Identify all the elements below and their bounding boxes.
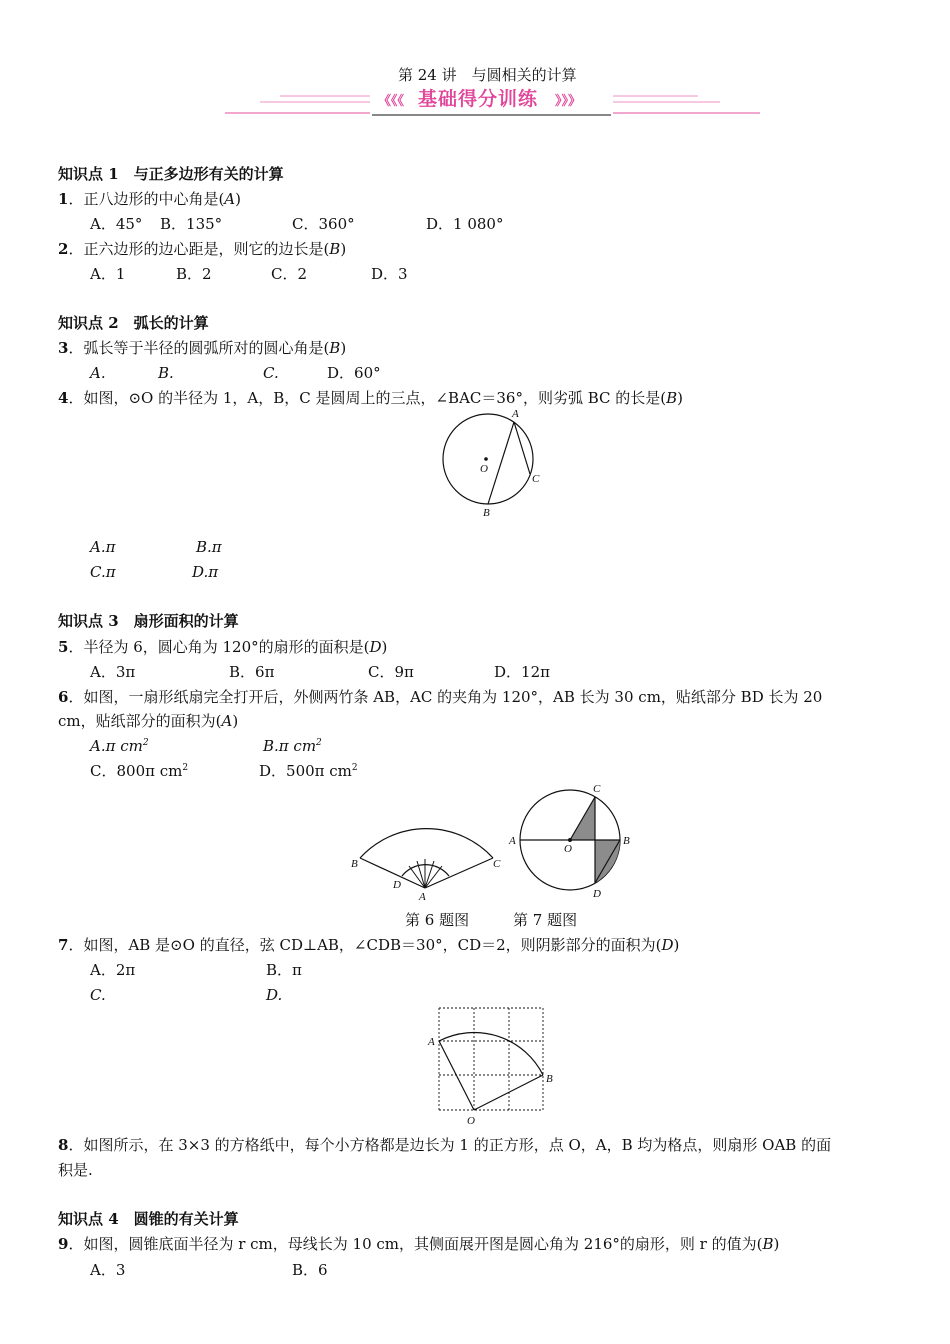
section-heading: 知识点 1 与正多边形有关的计算 — [58, 165, 284, 183]
q9-option-b: B．6 — [292, 1261, 328, 1279]
q2-option-a: A．1 — [90, 265, 126, 283]
lecture-title: 第 24 讲 与圆相关的计算 — [398, 66, 577, 84]
q7-label-c: C — [593, 783, 601, 795]
q7-label-d: D — [593, 888, 601, 900]
q8-grid-figure — [425, 1000, 560, 1130]
q6-option-d: D．500π $cm^2$ — [259, 762, 358, 780]
q7-circle-figure — [505, 780, 635, 905]
q6-option-b: B.π $cm^2$ — [263, 737, 322, 755]
question-6-cont: cm，贴纸部分的面积为(A) — [58, 712, 239, 730]
section-heading: 知识点 2 弧长的计算 — [58, 314, 209, 332]
section-heading: 知识点 3 扇形面积的计算 — [58, 612, 239, 630]
q6-option-a: A.π $cm^2$ — [90, 737, 149, 755]
q7-option-d: D. — [266, 986, 283, 1004]
question-8: 8．如图所示，在 3×3 的方格纸中，每个小方格都是边长为 1 的正方形，点 O，A，B 均为格点，则扇形 OAB 的面 — [58, 1136, 832, 1154]
q5-option-a: A．3π — [90, 663, 136, 681]
q7-option-a: A．2π — [90, 961, 136, 979]
q4-label-o: O — [480, 463, 488, 475]
q6-fan-figure — [345, 800, 510, 905]
q8-label-o: O — [467, 1115, 475, 1127]
q1-option-b: B．135° — [160, 215, 223, 233]
question-6: 6．如图，一扇形纸扇完全打开后，外侧两竹条 AB，AC 的夹角为 120°，AB 长为 30 cm，贴纸部分 BD 长为 20 — [58, 688, 823, 706]
banner-chevrons-left: 《《《 — [378, 94, 405, 109]
fig7-caption: 第 7 题图 — [513, 911, 578, 929]
question-2: 2．正六边形的边心距是，则它的边长是(B) — [58, 240, 347, 258]
q2-option-c: C．2 — [271, 265, 308, 283]
q1-option-d: D．1 080° — [426, 215, 504, 233]
q3-option-c: C. — [263, 364, 279, 382]
question-5: 5．半径为 6，圆心角为 120°的扇形的面积是(D) — [58, 638, 388, 656]
q4-option-d: D.π — [192, 563, 219, 581]
q9-option-a: A．3 — [90, 1261, 126, 1279]
q1-option-c: C．360° — [292, 215, 355, 233]
q6-option-c: C．800π $cm^2$ — [90, 762, 189, 780]
q5-option-b: B．6π — [229, 663, 275, 681]
question-3: 3．弧长等于半径的圆弧所对的圆心角是(B) — [58, 339, 347, 357]
q6-label-c: C — [493, 858, 501, 870]
q3-option-a: A. — [90, 364, 106, 382]
q6-label-b: B — [351, 858, 358, 870]
q4-label-c: C — [532, 473, 540, 485]
question-7: 7．如图，AB 是⊙O 的直径，弦 CD⊥AB，∠CDB＝30°，CD＝2，则阴影部分的面积为(D) — [58, 936, 680, 954]
banner-title: 基础得分训练 — [418, 88, 539, 110]
q8-label-b: B — [546, 1073, 553, 1085]
question-8-cont: 积是. — [58, 1161, 93, 1179]
q3-option-b: B. — [158, 364, 174, 382]
section-heading: 知识点 4 圆锥的有关计算 — [58, 1210, 239, 1228]
q8-label-a: A — [428, 1036, 435, 1048]
q4-option-a: A.π — [90, 538, 116, 556]
question-4: 4．如图，⊙O 的半径为 1，A，B，C 是圆周上的三点，∠BAC＝36°，则劣弧 BC 的长是(B) — [58, 389, 684, 407]
q7-label-o: O — [564, 843, 572, 855]
q4-circle-figure — [430, 402, 555, 522]
q1-option-a: A．45° — [90, 215, 143, 233]
fig6-caption: 第 6 题图 — [405, 911, 470, 929]
q4-label-a: A — [512, 408, 519, 420]
q5-option-d: D．12π — [494, 663, 550, 681]
q2-option-b: B．2 — [176, 265, 212, 283]
q7-label-a: A — [509, 835, 516, 847]
q6-label-a: A — [419, 891, 426, 903]
q7-label-b: B — [623, 835, 630, 847]
q4-option-c: C.π — [90, 563, 116, 581]
question-9: 9．如图，圆锥底面半径为 r cm，母线长为 10 cm，其侧面展开图是圆心角为 216°的扇形，则 r 的值为(B) — [58, 1235, 780, 1253]
banner-chevrons-right: 》》》 — [555, 94, 582, 109]
q2-option-d: D．3 — [371, 265, 408, 283]
question-1: 1．正八边形的中心角是(A) — [58, 190, 241, 208]
q7-option-b: B．π — [266, 961, 302, 979]
q6-label-d: D — [393, 879, 401, 891]
q4-label-b: B — [483, 507, 490, 519]
q7-option-c: C. — [90, 986, 106, 1004]
q5-option-c: C．9π — [368, 663, 414, 681]
q3-option-d: D．60° — [327, 364, 381, 382]
q4-option-b: B.π — [196, 538, 222, 556]
